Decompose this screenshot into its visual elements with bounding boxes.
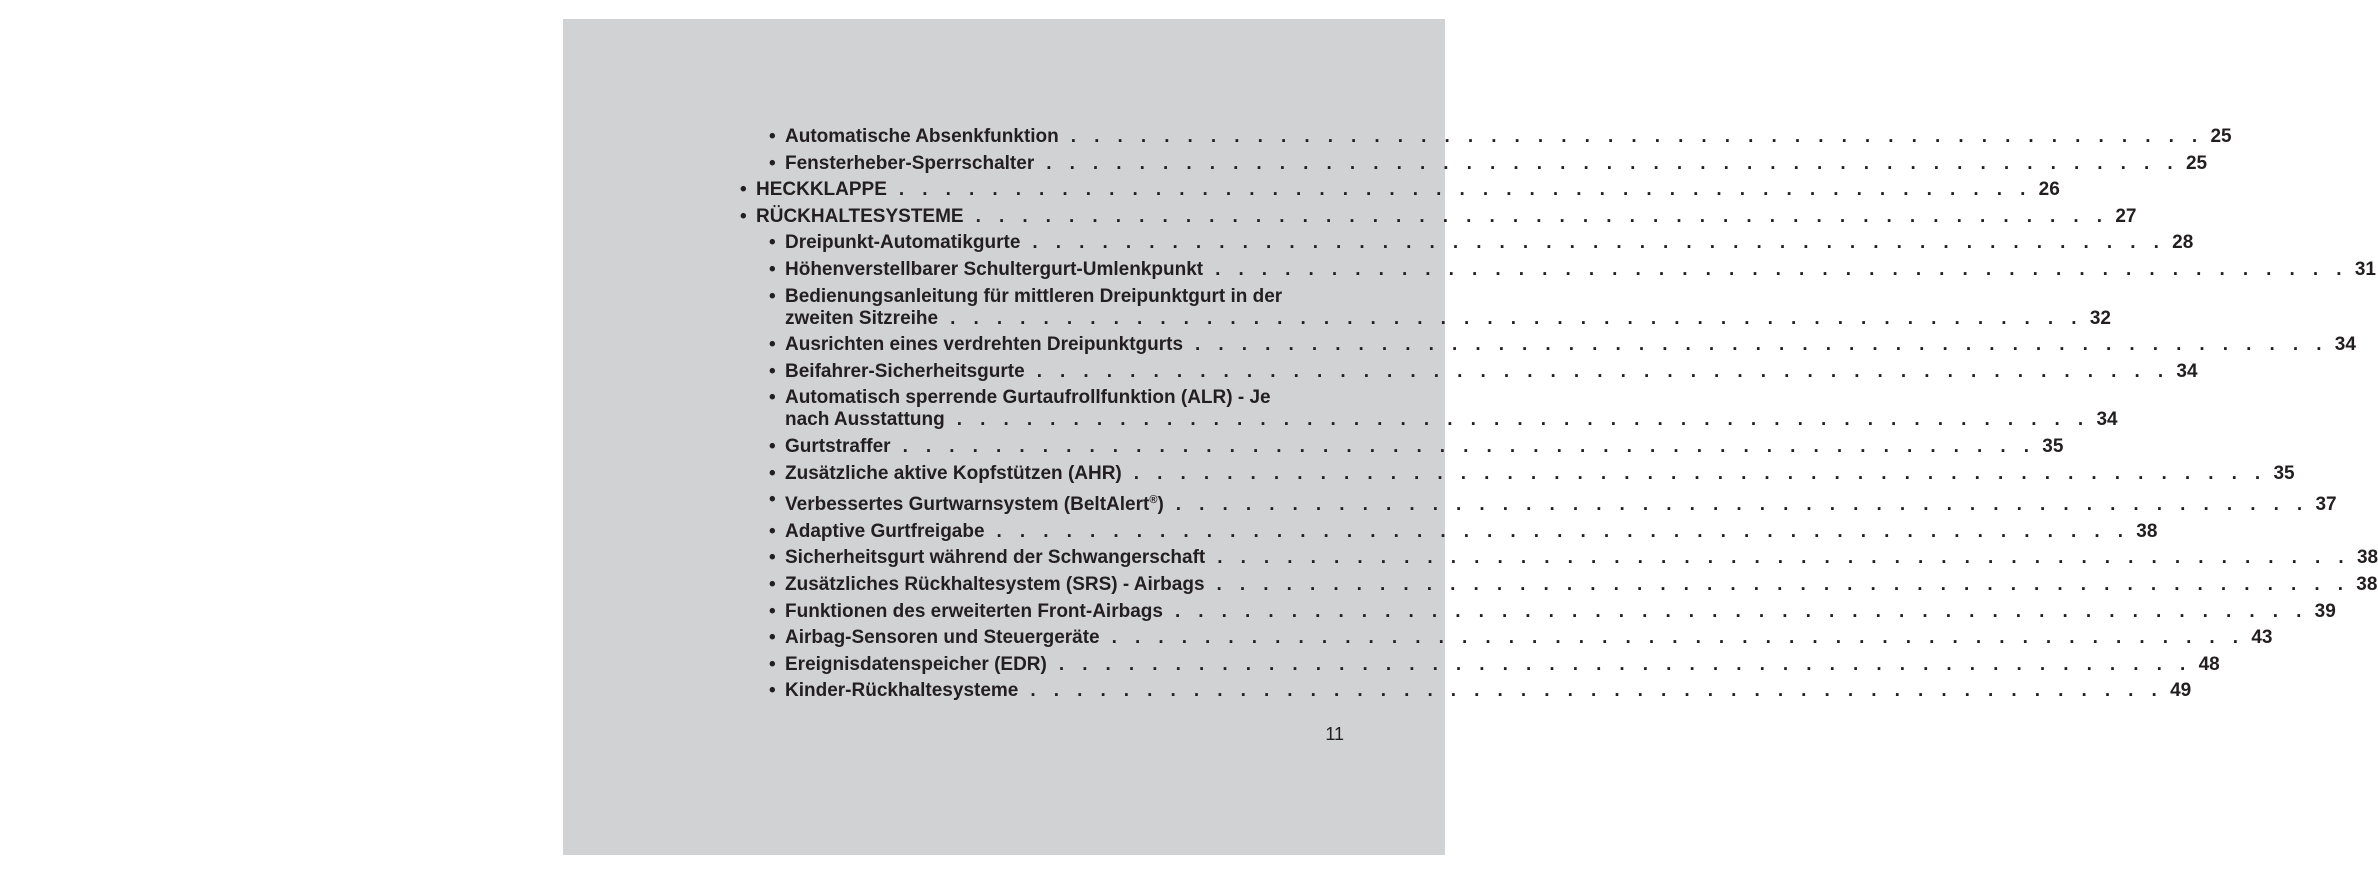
page-number: 11 bbox=[1325, 724, 1344, 744]
toc-entry[interactable] bbox=[769, 387, 2118, 431]
leader-dots: . . . . . . . . . . . . . . . . . . . . . . . . . . . . . . . . . . . . . . . . . . . . . . . . . bbox=[1036, 360, 2170, 382]
bullet: • bbox=[769, 653, 776, 675]
toc-entry-page: 38 bbox=[2136, 520, 2158, 542]
bullet: • bbox=[769, 627, 776, 649]
leader-dots: . . . . . . . . . . . . . . . . . . . . . . . . . . . . . . . . . . . . . . . . . . . . . . . . . bbox=[1175, 494, 2309, 516]
toc-entry-page: 38 bbox=[2356, 547, 2378, 569]
toc-entry-label: Beifahrer-Sicherheitsgurte bbox=[785, 360, 1025, 382]
bullet: • bbox=[769, 600, 776, 622]
toc-entry-page: 26 bbox=[2038, 179, 2060, 201]
toc-entry-label: HECKKLAPPE bbox=[756, 179, 887, 201]
leader-dots: . . . . . . . . . . . . . . . . . . . . . . . . . . . . . . . . . . . . . . . . . . . . . . . . . bbox=[1216, 573, 2350, 595]
toc-entry-label: Automatische Absenkfunktion bbox=[785, 126, 1059, 147]
toc-entry[interactable] bbox=[769, 573, 2378, 596]
leader-dots: . . . . . . . . . . . . . . . . . . . . . . . . . . . . . . . . . . . . . . . . . . . . . . . . . bbox=[1058, 653, 2192, 675]
toc-entry[interactable] bbox=[769, 520, 2158, 543]
toc-entry[interactable] bbox=[769, 152, 2208, 175]
toc-entry-page: 35 bbox=[2042, 435, 2064, 457]
toc-entry[interactable] bbox=[769, 232, 2194, 254]
toc-entry[interactable] bbox=[769, 600, 2336, 623]
toc-entry-label: Höhenverstellbarer Schultergurt-Umlenkpunkt bbox=[785, 258, 1204, 280]
toc-entry-label-line1: Bedienungsanleitung für mittleren Dreipunktgurt in der bbox=[785, 285, 1283, 307]
toc-entry[interactable] bbox=[769, 547, 2378, 569]
toc-entry-label: Ausrichten eines verdrehten Dreipunktgurts bbox=[785, 334, 1184, 356]
toc-entry-label: Sicherheitsgurt während der Schwangerschaft bbox=[785, 547, 1206, 569]
bullet: • bbox=[769, 387, 776, 409]
toc-entry-page: 43 bbox=[2251, 627, 2273, 649]
bullet: • bbox=[769, 258, 776, 280]
bullet: • bbox=[769, 520, 776, 542]
toc-entry[interactable] bbox=[769, 680, 2192, 702]
toc-entry-label-wrap bbox=[785, 489, 1176, 516]
toc-entry-page: 34 bbox=[2096, 409, 2118, 431]
toc-entry-page: 49 bbox=[2170, 680, 2192, 702]
toc-entry-page: 25 bbox=[2185, 152, 2208, 174]
bullet: • bbox=[769, 152, 776, 174]
toc-entry-page: 48 bbox=[2198, 653, 2220, 675]
leader-dots: . . . . . . . . . . . . . . . . . . . . . . . . . . . . . . . . . . . . . . . . . . . . . . . . . bbox=[1195, 334, 2328, 356]
leader-dots: . . . . . . . . . . . . . . . . . . . . . . . . . . . . . . . . . . . . . . . . . . . . . . . . . bbox=[1030, 680, 2164, 702]
toc-entry[interactable] bbox=[769, 489, 2337, 516]
toc-entry[interactable] bbox=[740, 179, 2060, 201]
toc-entry[interactable] bbox=[769, 334, 2356, 356]
leader-dots: . . . . . . . . . . . . . . . . . . . . . . . . . . . . . . . . . . . . . . . . . . . . . . . . . bbox=[1046, 152, 2180, 174]
toc-entry[interactable] bbox=[769, 462, 2295, 485]
toc-entry-page: 34 bbox=[2176, 360, 2198, 382]
toc-entry-label: Ereignisdatenspeicher (EDR) bbox=[785, 653, 1047, 675]
toc-entry[interactable] bbox=[769, 126, 2232, 148]
toc-entry[interactable] bbox=[769, 435, 2064, 458]
toc-entry-label: Gurtstraffer bbox=[785, 435, 891, 457]
leader-dots: . . . . . . . . . . . . . . . . . . . . . . . . . . . . . . . . . . . . . . . . . . . . . . . . . bbox=[975, 205, 2109, 227]
toc-entry-page: 27 bbox=[2115, 205, 2137, 227]
toc-entry-label: Fensterheber-Sperrschalter bbox=[785, 152, 1035, 174]
leader-dots: . . . . . . . . . . . . . . . . . . . . . . . . . . . . . . . . . . . . . . . . . . . . . . . . . bbox=[1111, 627, 2245, 649]
bullet: • bbox=[769, 232, 776, 254]
bullet: • bbox=[769, 285, 776, 307]
toc-entry[interactable] bbox=[769, 627, 2273, 649]
toc-entry-page: 34 bbox=[2334, 334, 2356, 356]
leader-dots: . . . . . . . . . . . . . . . . . . . . . . . . . . . . . . . . . . . . . . . . . . . . . . . . . bbox=[1070, 126, 2204, 147]
bullet: • bbox=[769, 680, 776, 702]
table-of-contents bbox=[740, 126, 2378, 707]
bullet: • bbox=[769, 435, 776, 457]
registered-mark: ® bbox=[1149, 494, 1158, 507]
leader-dots: . . . . . . . . . . . . . . . . . . . . . . . . . . . . . . . . . . . . . . . . . . . . . . . . . bbox=[1032, 232, 2166, 254]
toc-entry-page: 35 bbox=[2273, 462, 2295, 484]
leader-dots: . . . . . . . . . . . . . . . . . . . . . . . . . . . . . . . . . . . . . . . . . . . . . . . . . bbox=[898, 179, 2032, 201]
toc-entry-label-tail: ) bbox=[1157, 494, 1164, 516]
bullet: • bbox=[769, 462, 776, 484]
bullet: • bbox=[740, 179, 747, 201]
toc-entry[interactable] bbox=[769, 285, 2111, 330]
toc-entry-page: 37 bbox=[2315, 494, 2337, 516]
toc-entry-label: RÜCKHALTESYSTEME bbox=[756, 205, 964, 227]
toc-entry[interactable] bbox=[769, 258, 2376, 281]
leader-dots: . . . . . . . . . . . . . . . . . . . . . . . . . . . . . . . . . . . . . . . . . . . . . . . . . bbox=[996, 520, 2130, 542]
toc-entry-page: 38 bbox=[2356, 573, 2378, 595]
leader-dots: . . . . . . . . . . . . . . . . . . . . . . . . . . . . . . . . . . . . . . . . . . . . . . . . . bbox=[1174, 600, 2308, 622]
toc-entry-label: Kinder-Rückhaltesysteme bbox=[785, 680, 1019, 702]
bullet: • bbox=[769, 334, 776, 356]
toc-entry-page: 31 bbox=[2354, 258, 2376, 280]
bullet: • bbox=[769, 360, 776, 382]
leader-dots: . . . . . . . . . . . . . . . . . . . . . . . . . . . . . . . . . . . . . . . . . . . . . . . . . bbox=[1133, 462, 2267, 484]
toc-entry[interactable] bbox=[769, 653, 2220, 676]
leader-dots: . . . . . . . . . . . . . . . . . . . . . . . . . . . . . . . . . . . . . . . . . . . . . . . . . bbox=[902, 435, 2036, 457]
bullet: • bbox=[740, 205, 747, 227]
toc-entry-label: Dreipunkt-Automatikgurte bbox=[785, 232, 1021, 254]
toc-entry-label: Zusätzliche aktive Kopfstützen (AHR) bbox=[785, 462, 1122, 484]
toc-entry[interactable] bbox=[769, 360, 2198, 383]
toc-entry-page: 25 bbox=[2210, 126, 2232, 147]
leader-dots: . . . . . . . . . . . . . . . . . . . . . . . . . . . . . . . . . . . . . . . . . . . . . . . . . bbox=[1215, 258, 2348, 280]
toc-entry-page: 39 bbox=[2314, 600, 2336, 622]
toc-entry-label: Verbessertes Gurtwarnsystem (BeltAlert bbox=[785, 494, 1150, 516]
toc-entry-label: Zusätzliches Rückhaltesystem (SRS) - Airbags bbox=[785, 573, 1205, 595]
toc-entry-label: nach Ausstattung bbox=[785, 409, 945, 431]
toc-entry-label: zweiten Sitzreihe bbox=[785, 307, 939, 329]
toc-entry-page: 28 bbox=[2172, 232, 2194, 254]
bullet: • bbox=[769, 126, 776, 147]
bullet: • bbox=[769, 573, 776, 595]
toc-entry[interactable] bbox=[740, 205, 2137, 228]
leader-dots: . . . . . . . . . . . . . . . . . . . . . . . . . . . . . . . . . . . . . . . . . . . . . . . . . bbox=[950, 307, 2083, 329]
bullet: • bbox=[769, 547, 776, 569]
toc-entry-label: Funktionen des erweiterten Front-Airbags bbox=[785, 600, 1163, 622]
toc-entry-page: 32 bbox=[2089, 307, 2111, 329]
bullet: • bbox=[769, 489, 776, 511]
toc-entry-label-line1: Automatisch sperrende Gurtaufrollfunktion (ALR) - Je bbox=[785, 387, 1271, 409]
leader-dots: . . . . . . . . . . . . . . . . . . . . . . . . . . . . . . . . . . . . . . . . . . . . . . . . . bbox=[956, 409, 2090, 431]
toc-entry-label: Airbag-Sensoren und Steuergeräte bbox=[785, 627, 1100, 649]
toc-entry-label: Adaptive Gurtfreigabe bbox=[785, 520, 985, 542]
leader-dots: . . . . . . . . . . . . . . . . . . . . . . . . . . . . . . . . . . . . . . . . . . . . . . . . . bbox=[1217, 547, 2351, 569]
